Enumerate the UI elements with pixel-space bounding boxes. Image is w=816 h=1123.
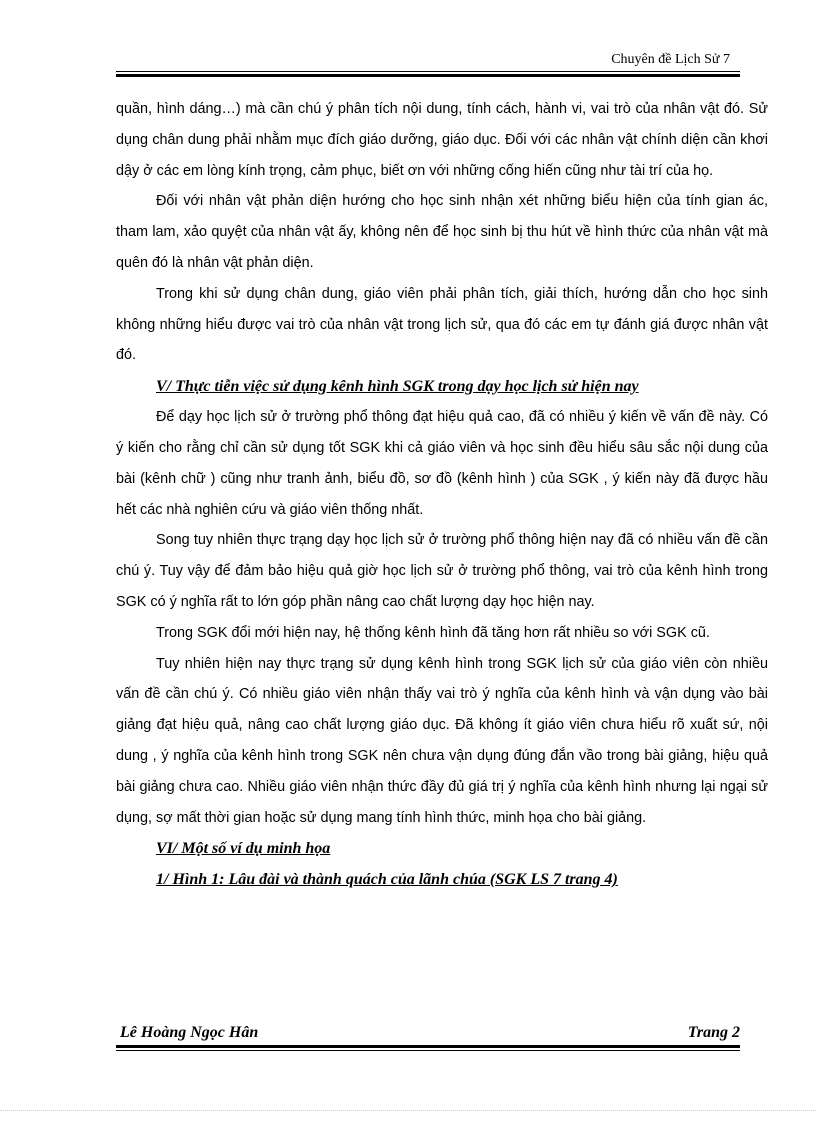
paragraph: Trong SGK đổi mới hiện nay, hệ thống kênh hình đã tăng hơn rất nhiều so với SGK cũ. bbox=[156, 624, 710, 641]
header-rule-thick bbox=[116, 74, 740, 77]
section-heading-v: V/ Thực tiễn việc sử dụng kênh hình SGK trong dạy học lịch sử hiện nay bbox=[156, 378, 639, 396]
footer-rule-thin bbox=[116, 1050, 740, 1051]
paragraph: Để dạy học lịch sử ở trường phổ thông đạt hiệu quả cao, đã có nhiều ý kiến về vấn đề này. Có ý kiến cho rằng chỉ cần sử dụng tốt SGK khi cả giáo viên và học sinh đều hiểu sâu sắc nội dung của bài (kênh chữ ) cũng như tranh ảnh, biểu đồ, sơ đồ (kênh hình ) của SGK , ý kiến này đã được hầu hết các nhà nghiên cứu và giáo viên thống nhất. bbox=[116, 409, 768, 518]
paragraph: Song tuy nhiên thực trạng dạy học lịch sử ở trường phổ thông hiện nay đã có nhiều vấn đề cần chú ý. Tuy vậy để đảm bảo hiệu quả giờ học lịch sử ở trường phổ thông, vai trò của kênh hình trong SGK có ý nghĩa rất to lớn góp phần nâng cao chất lượng dạy học hiện nay. bbox=[116, 532, 768, 610]
subsection-heading-figure-1: 1/ Hình 1: Lâu đài và thành quách của lãnh chúa (SGK LS 7 trang 4) bbox=[156, 871, 618, 889]
footer-page-number: Trang 2 bbox=[687, 1024, 740, 1041]
running-header: Chuyên đề Lịch Sử 7 bbox=[611, 52, 730, 67]
paragraph: Tuy nhiên hiện nay thực trạng sử dụng kênh hình trong SGK lịch sử của giáo viên còn nhiều vấn đề cần chú ý. Có nhiều giáo viên nhận thấy vai trò ý nghĩa của kênh hình và vận dụng vào bài giảng đạt hiệu quả, nâng cao chất lượng giáo dục. Đã không ít giáo viên chưa hiểu rõ xuất sứ, nội dung , ý nghĩa của kênh hình trong SGK nên chưa vận dụng đúng đắn vầo trong bài giảng, hiệu quả bài giảng chưa cao. Nhiều giáo viên nhận thức đầy đủ giá trị ý nghĩa của kênh hình nhưng lại ngại sử dụng, sợ mất thời gian hoặc sử dụng mang tính hình thức, minh họa cho bài giảng. bbox=[116, 655, 768, 826]
paragraph: Đối với nhân vật phản diện hướng cho học sinh nhận xét những biểu hiện của tính gian ác, tham lam, xảo quyệt của nhân vật ấy, không nên để học sinh bị thu hút về hình thức của nhân vật mà quên đó là nhân vật phản diện. bbox=[116, 193, 768, 271]
paragraph: Trong khi sử dụng chân dung, giáo viên phải phân tích, giải thích, hướng dẫn cho học sinh không những hiểu được vai trò của nhân vật trong lịch sử, qua đó các em tự đánh giá được nhân vật đó. bbox=[116, 285, 768, 364]
footer-rule-thick bbox=[116, 1045, 740, 1048]
page-edge-divider bbox=[0, 1110, 816, 1111]
page-body bbox=[116, 94, 768, 895]
paragraph: quần, hình dáng…) mà cần chú ý phân tích nội dung, tính cách, hành vi, vai trò của nhân vật đó. Sử dụng chân dung phải nhằm mục đích giáo dưỡng, giáo dục. Đối với các nhân vật chính diện cần khơi dậy ở các em lòng kính trọng, cảm phục, biết ơn với những cống hiến cũng như tài trí của họ. bbox=[116, 101, 768, 179]
footer-author: Lê Hoàng Ngọc Hân bbox=[120, 1024, 259, 1041]
section-heading-vi: VI/ Một số ví dụ minh họa bbox=[156, 840, 331, 858]
header-rule-thin bbox=[116, 71, 740, 72]
